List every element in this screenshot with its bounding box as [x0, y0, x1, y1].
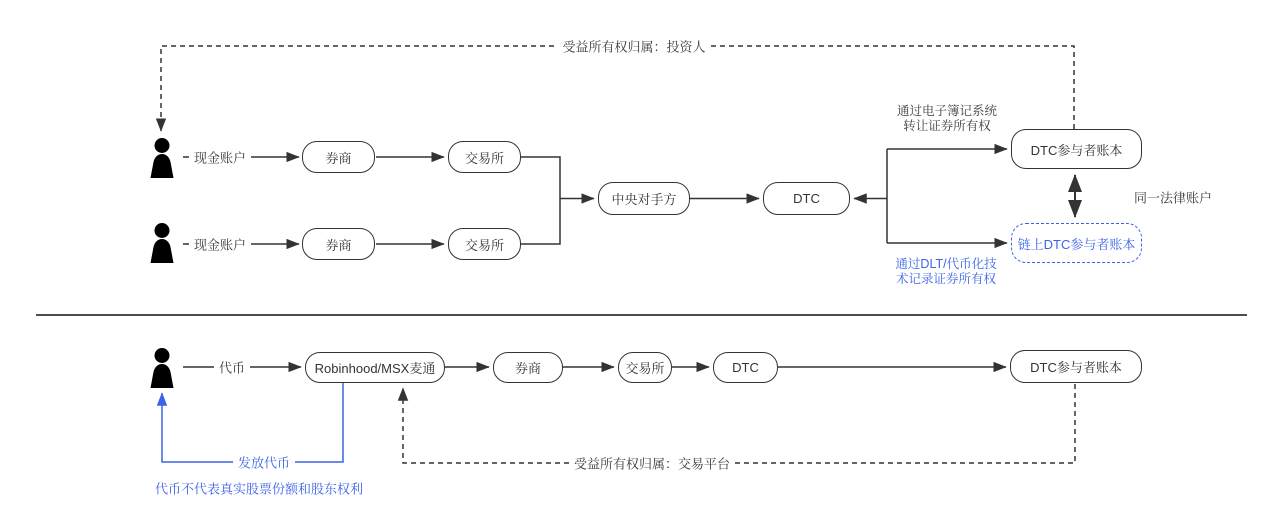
ebook-transfer-note-line2: 转让证券所有权 [903, 119, 991, 133]
broker-box-1: 券商 [302, 141, 375, 173]
same-legal-account-label: 同一法律账户 [1134, 190, 1213, 206]
cash-account-label-1: 现金账户 [189, 148, 251, 167]
dtc-box-bottom: DTC [713, 352, 778, 383]
issue-token-label: 发放代币 [233, 453, 295, 472]
investor-person-icon [148, 223, 176, 263]
exchange-box-1: 交易所 [448, 141, 521, 173]
section-divider [36, 314, 1247, 316]
broker-box-3: 券商 [493, 352, 563, 383]
dlt-record-note [895, 257, 996, 287]
ebook-transfer-note [897, 104, 997, 134]
issue-token-blue-line [162, 383, 343, 462]
token-disclaimer-label: 代币不代表真实股票份额和股东权利 [155, 481, 364, 497]
token-holder-person-icon [148, 348, 176, 388]
central-counterparty-box: 中央对手方 [598, 182, 690, 215]
ebook-transfer-note-line1: 通过电子簿记系统 [896, 104, 998, 118]
exchange-box-2: 交易所 [448, 228, 521, 260]
dlt-record-note-line1: 通过DLT/代币化技 [895, 257, 997, 271]
dtc-box-top: DTC [763, 182, 850, 215]
exchange-merge-lines [521, 157, 560, 244]
platform-box: Robinhood/MSX麦通 [305, 352, 445, 383]
exchange-box-3: 交易所 [618, 352, 672, 383]
cash-account-label-2: 现金账户 [189, 235, 251, 254]
onchain-dtc-ledger-box: 链上DTC参与者账本 [1011, 223, 1142, 263]
bottom-feedback-dashed-line [403, 384, 1075, 463]
token-label: 代币 [214, 358, 250, 377]
dtc-participant-ledger-box-top: DTC参与者账本 [1011, 129, 1142, 169]
dtc-participant-ledger-box-bottom: DTC参与者账本 [1010, 350, 1142, 383]
top-feedback-label: 受益所有权归属：投资人 [557, 37, 710, 56]
bottom-feedback-label: 受益所有权归属：交易平台 [569, 454, 735, 473]
investor-person-icon [148, 138, 176, 178]
dlt-record-note-line2: 术记录证券所有权 [895, 272, 997, 286]
broker-box-2: 券商 [302, 228, 375, 260]
